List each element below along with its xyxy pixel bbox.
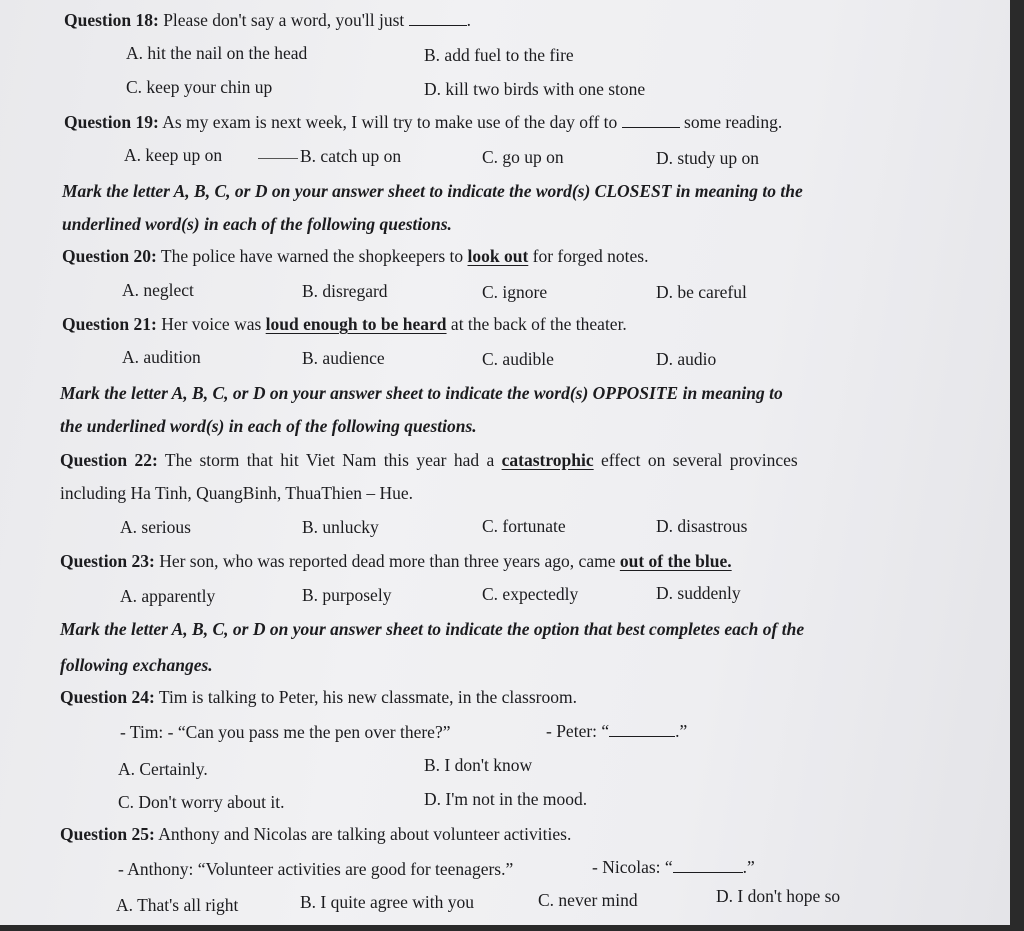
option-d: D. I don't hope so	[716, 886, 841, 906]
question-label: Question 19:	[64, 112, 159, 132]
dialog-peter	[546, 720, 687, 742]
question-21	[62, 313, 627, 335]
dialog-tim: - Tim: - “Can you pass me the pen over there?”	[120, 722, 451, 742]
option-d: D. kill two birds with one stone	[424, 79, 646, 99]
question-stem-end: for forged notes.	[532, 246, 649, 266]
instruction-exchanges-line2: following exchanges.	[60, 655, 213, 675]
option-c: C. never mind	[538, 890, 638, 910]
option-c: C. fortunate	[482, 516, 566, 536]
option-c: C. go up on	[482, 147, 564, 167]
stray-mark	[258, 158, 298, 159]
underlined-phrase: catastrophic	[501, 450, 594, 470]
option-a: A. That's all right	[116, 895, 239, 915]
question-stem: Anthony and Nicolas are talking about volunteer activities.	[158, 824, 572, 844]
dialog-nicolas	[592, 856, 755, 878]
question-24	[60, 686, 577, 708]
question-stem: Please don't say a word, you'll just	[163, 10, 405, 30]
option-a: A. Certainly.	[118, 759, 208, 779]
dialog-anthony: - Anthony: “Volunteer activities are good for teenagers.”	[118, 859, 514, 879]
question-label: Question 23:	[60, 551, 155, 571]
option-a: A. audition	[122, 347, 201, 367]
question-label: Question 22:	[60, 450, 158, 470]
dialog-nicolas-end: .”	[742, 857, 755, 877]
option-b: B. unlucky	[302, 517, 379, 537]
option-c: C. expectedly	[482, 584, 579, 604]
question-23	[60, 550, 732, 572]
option-b: B. I don't know	[424, 755, 533, 775]
answer-blank	[673, 858, 743, 873]
instruction-opposite-line2: the underlined word(s) in each of the following questions.	[60, 416, 477, 436]
dialog-peter-end: .”	[675, 721, 688, 741]
question-stem: As my exam is next week, I will try to make use of the day off to	[162, 112, 618, 132]
instruction-closest-line2: underlined word(s) in each of the following questions.	[62, 214, 452, 234]
dialog-nicolas-start: - Nicolas: “	[592, 857, 673, 877]
question-25	[60, 823, 571, 845]
question-stem: The police have warned the shopkeepers to	[160, 246, 464, 266]
option-b: B. add fuel to the fire	[424, 45, 574, 65]
question-stem: Her son, who was reported dead more than three years ago, came	[159, 551, 616, 571]
question-stem-end: effect on several provinces	[601, 450, 798, 470]
option-b: B. purposely	[302, 585, 392, 605]
option-b: B. catch up on	[300, 146, 402, 166]
option-c: C. audible	[482, 349, 554, 369]
answer-blank	[622, 113, 680, 128]
question-label: Question 21:	[62, 314, 157, 334]
question-stem: Her voice was	[161, 314, 262, 334]
question-stem: The storm that hit Viet Nam this year had a	[164, 450, 495, 470]
question-18	[64, 9, 471, 31]
option-a: A. apparently	[120, 586, 216, 606]
question-label: Question 18:	[64, 10, 159, 30]
underlined-phrase: loud enough to be heard	[265, 314, 447, 334]
question-label: Question 24:	[60, 687, 155, 707]
question-22-line2: including Ha Tinh, QuangBinh, ThuaThien – Hue.	[60, 483, 414, 503]
option-a: A. serious	[120, 517, 191, 537]
question-label: Question 25:	[60, 824, 155, 844]
option-d: D. I'm not in the mood.	[424, 789, 588, 809]
underlined-phrase: out of the blue.	[619, 551, 732, 571]
option-a: A. neglect	[122, 280, 194, 300]
question-stem: Tim is talking to Peter, his new classmate, in the classroom.	[158, 687, 577, 707]
option-d: D. be careful	[656, 282, 747, 302]
underlined-phrase: look out	[467, 246, 529, 266]
question-20	[62, 245, 648, 267]
answer-blank	[609, 722, 675, 737]
option-b: B. I quite agree with you	[300, 892, 474, 912]
question-19	[64, 111, 782, 133]
question-label: Question 20:	[62, 246, 157, 266]
option-b: B. disregard	[302, 281, 388, 301]
instruction-opposite-line1: Mark the letter A, B, C, or D on your answer sheet to indicate the word(s) OPPOSITE in meaning to	[60, 383, 783, 403]
option-c: C. ignore	[482, 282, 548, 302]
option-d: D. audio	[656, 349, 717, 369]
dialog-peter-start: - Peter: “	[546, 721, 610, 741]
question-stem-end: at the back of the theater.	[450, 314, 627, 334]
question-22	[60, 449, 798, 471]
option-a: A. keep up on	[124, 145, 223, 165]
option-d: D. suddenly	[656, 583, 741, 603]
option-a: A. hit the nail on the head	[126, 43, 308, 63]
option-d: D. disastrous	[656, 516, 748, 536]
option-d: D. study up on	[656, 148, 760, 168]
question-stem-end: some reading.	[684, 112, 783, 132]
option-b: B. audience	[302, 348, 385, 368]
instruction-closest-line1: Mark the letter A, B, C, or D on your answer sheet to indicate the word(s) CLOSEST in meaning to the	[62, 181, 803, 201]
question-stem-end: .	[466, 10, 472, 30]
option-c: C. Don't worry about it.	[118, 792, 285, 812]
answer-blank	[409, 11, 467, 26]
option-c: C. keep your chin up	[126, 77, 273, 97]
instruction-exchanges-line1: Mark the letter A, B, C, or D on your answer sheet to indicate the option that best completes each of the	[60, 619, 805, 639]
